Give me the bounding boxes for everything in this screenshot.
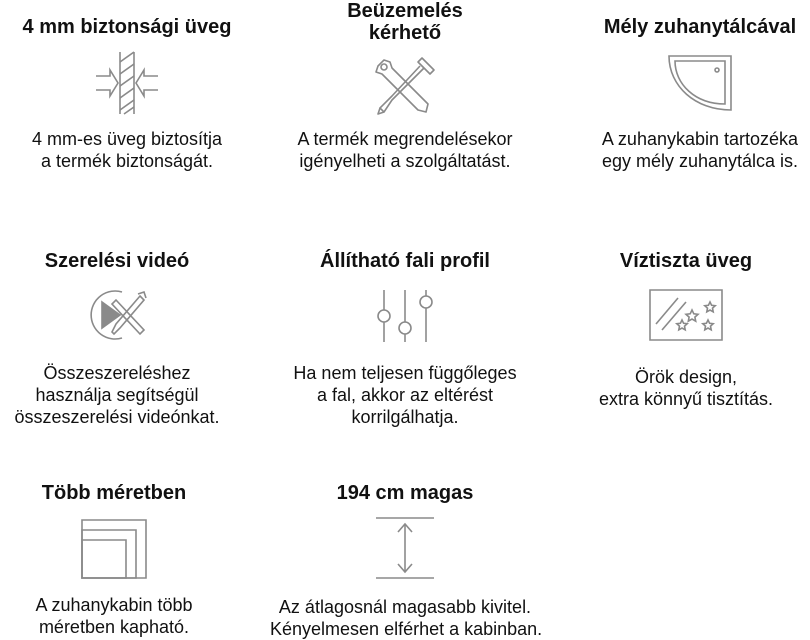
- feature-title: Szerelési videó: [44, 250, 190, 272]
- feature-description: Ha nem teljesen függőleges a fal, akkor az eltérést korrilgálhatja.: [293, 363, 517, 427]
- safety-glass-icon: [92, 48, 162, 118]
- feature-description: Örök design, extra könnyű tisztítás.: [598, 367, 774, 409]
- feature-title: 4 mm biztonsági üveg: [22, 16, 232, 38]
- shower-tray-icon: [665, 52, 735, 114]
- adjustable-profile-icon: [370, 286, 440, 344]
- feature-description: 4 mm-es üveg biztosítja a termék biztonságát.: [31, 129, 223, 171]
- feature-description: A termék megrendelésekor igényelheti a szolgáltatást.: [297, 129, 513, 171]
- tools-icon: [370, 52, 440, 118]
- clear-glass-icon: [648, 288, 724, 342]
- feature-description: A zuhanykabin több méretben kapható.: [35, 595, 193, 637]
- feature-title: Mély zuhanytálcával: [603, 16, 797, 38]
- feature-title: Több méretben: [41, 482, 187, 504]
- feature-description: Összeszereléshez használja segítségül összeszerelési videónkat.: [14, 363, 220, 427]
- feature-description: Az átlagosnál magasabb kivitel. Kényelmesen elférhet a kabinban.: [270, 597, 543, 639]
- feature-title: Állítható fali profil: [320, 250, 490, 272]
- multiple-sizes-icon: [80, 518, 148, 580]
- feature-description: A zuhanykabin tartozéka egy mély zuhanytálca is.: [601, 129, 799, 171]
- feature-title: 194 cm magas: [336, 482, 474, 504]
- video-tools-icon: [82, 286, 152, 344]
- feature-title: Beüzemelés kérhető: [347, 0, 463, 44]
- feature-title: Víztiszta üveg: [619, 250, 753, 272]
- height-icon: [372, 514, 438, 582]
